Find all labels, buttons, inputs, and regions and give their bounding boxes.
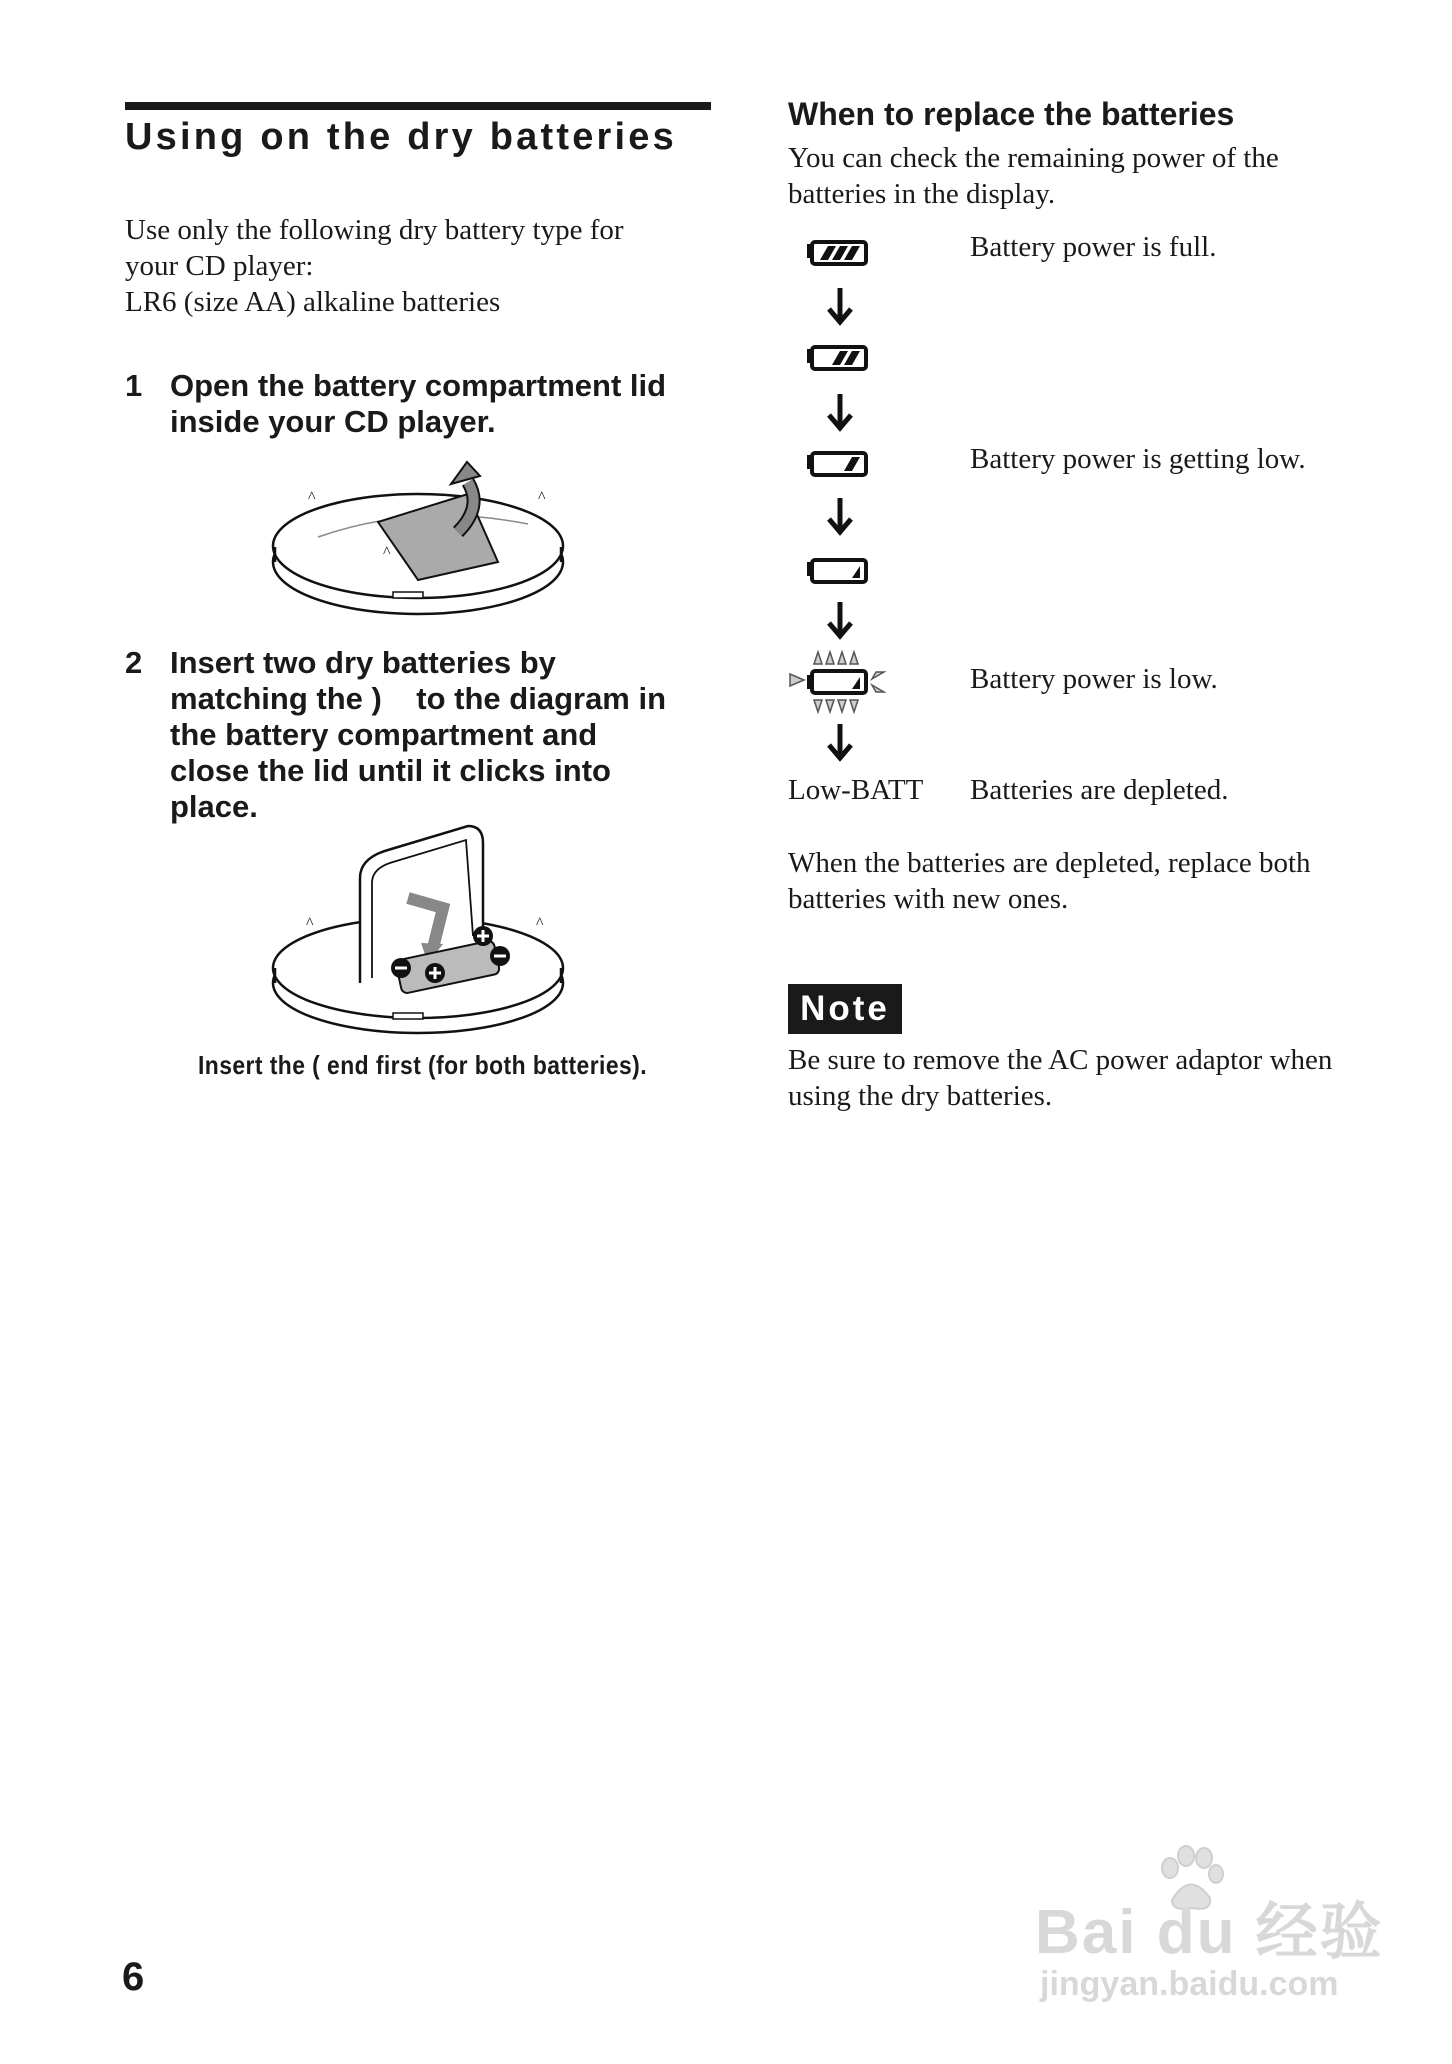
note-text bbox=[788, 1042, 1332, 1114]
svg-text:^: ^ bbox=[536, 915, 544, 932]
step-line: Open the battery compartment lid bbox=[170, 368, 667, 403]
step-1-text bbox=[170, 368, 666, 440]
note-line: Be sure to remove the AC power adaptor when bbox=[788, 1044, 1333, 1076]
svg-text:^: ^ bbox=[308, 489, 316, 506]
watermark-url: jingyan.baidu.com bbox=[1040, 1965, 1339, 2003]
svg-text:^: ^ bbox=[538, 489, 546, 506]
battery-blinking-icon bbox=[788, 650, 888, 714]
section-title: Using on the dry batteries bbox=[125, 116, 677, 158]
level-label-low: Battery power is low. bbox=[970, 663, 1218, 695]
step-2-text bbox=[170, 645, 666, 825]
svg-text:^: ^ bbox=[383, 544, 391, 561]
page-number: 6 bbox=[122, 1955, 145, 1999]
advice-line: When the batteries are depleted, replace both bbox=[788, 847, 1311, 879]
step-line: place. bbox=[170, 789, 258, 824]
arrow-down-icon bbox=[825, 602, 855, 640]
arrow-down-icon bbox=[825, 394, 855, 432]
watermark-logo: Bai du 经验 bbox=[1035, 1898, 1384, 1967]
level-label-getting-low: Battery power is getting low. bbox=[970, 443, 1306, 475]
intro-line: You can check the remaining power of the bbox=[788, 142, 1279, 174]
level-label-full: Battery power is full. bbox=[970, 231, 1217, 263]
battery-one-third-icon bbox=[806, 451, 870, 477]
battery-two-thirds-icon bbox=[806, 345, 870, 371]
cd-player-open-lid-illustration bbox=[268, 462, 568, 622]
arrow-down-icon bbox=[825, 498, 855, 536]
section-rule bbox=[125, 102, 711, 110]
advice-line: batteries with new ones. bbox=[788, 883, 1069, 915]
note-label: Note bbox=[788, 984, 902, 1034]
battery-full-icon bbox=[806, 240, 870, 266]
step-line: matching the ) to the diagram in bbox=[170, 681, 667, 716]
step-2-number: 2 bbox=[125, 645, 143, 680]
intro-line: LR6 (size AA) alkaline batteries bbox=[125, 286, 501, 318]
svg-text:^: ^ bbox=[306, 915, 314, 932]
step-line: the battery compartment and bbox=[170, 717, 598, 752]
step-1-number: 1 bbox=[125, 368, 143, 403]
low-batt-indicator: Low-BATT bbox=[788, 774, 924, 806]
replace-advice bbox=[788, 845, 1311, 917]
figure-caption: Insert the ( end first (for both batteries). bbox=[198, 1050, 648, 1080]
intro-line: batteries in the display. bbox=[788, 178, 1056, 210]
note-line: using the dry batteries. bbox=[788, 1080, 1053, 1112]
intro-paragraph bbox=[125, 212, 624, 320]
intro-line: your CD player: bbox=[125, 250, 314, 282]
battery-insertion-illustration bbox=[268, 818, 568, 1038]
step-line: inside your CD player. bbox=[170, 404, 496, 439]
step-line: Insert two dry batteries by bbox=[170, 645, 556, 680]
replace-intro bbox=[788, 140, 1279, 212]
arrow-down-icon bbox=[825, 288, 855, 326]
step-line: close the lid until it clicks into bbox=[170, 753, 611, 788]
level-label-depleted: Batteries are depleted. bbox=[970, 774, 1229, 806]
intro-line: Use only the following dry battery type for bbox=[125, 214, 624, 246]
replace-heading: When to replace the batteries bbox=[788, 96, 1235, 132]
arrow-down-icon bbox=[825, 724, 855, 762]
battery-low-icon bbox=[806, 558, 870, 584]
